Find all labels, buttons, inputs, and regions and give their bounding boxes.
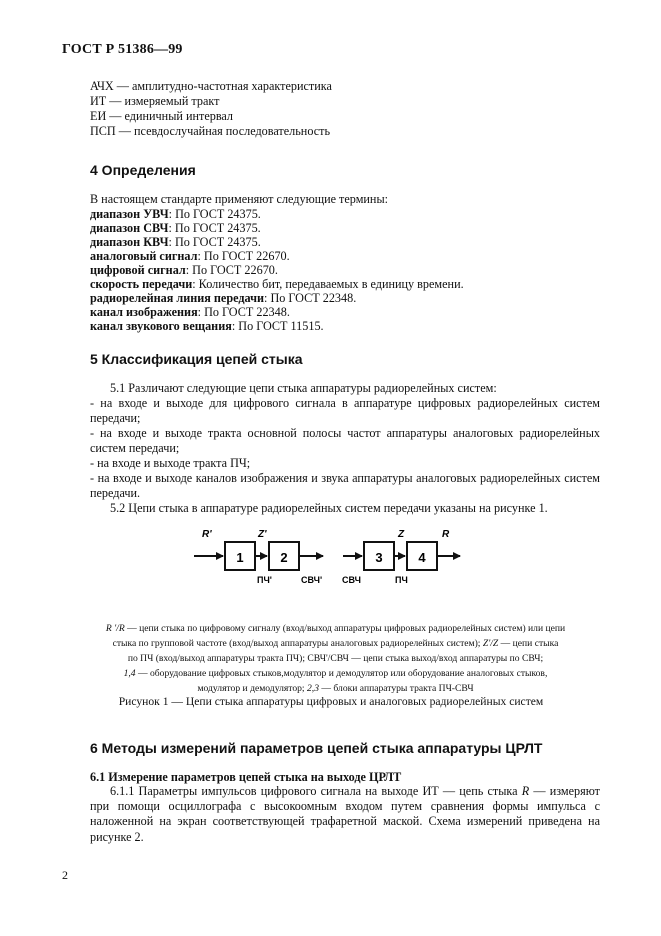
term: аналоговый сигнал: [90, 249, 198, 263]
page-number: 2: [62, 868, 68, 882]
term: диапазон УВЧ: [90, 207, 169, 221]
interface-diagram: [190, 520, 480, 590]
list-item-video-audio: - на входе и выходе каналов изображения и звука аппаратуры аналоговых радиорелейных систем передачи.: [90, 471, 600, 501]
abbreviation-line: ИТ — измеряемый тракт: [90, 94, 220, 108]
term-definition: : По ГОСТ 22348.: [264, 291, 357, 305]
term-definition: : По ГОСТ 22348.: [197, 305, 290, 319]
term: радиорелейная линия передачи: [90, 291, 265, 305]
term: диапазон СВЧ: [90, 221, 169, 235]
term-definition: : По ГОСТ 24375.: [168, 207, 261, 221]
term-definition: : Количество бит, передаваемых в единицу времени.: [192, 277, 464, 291]
definition-item: [90, 291, 356, 306]
paragraph-5-2: 5.2 Цепи стыка в аппаратуре радиорелейных систем передачи указаны на рисунке 1.: [110, 501, 548, 515]
abbreviation-line: ЕИ — единичный интервал: [90, 109, 234, 123]
block-2-label: 2: [280, 550, 288, 565]
definition-item: [90, 235, 261, 250]
label-svch-prime: СВЧ': [301, 575, 323, 585]
label-svch: СВЧ: [342, 575, 361, 585]
figure-legend-line: по ПЧ (вход/выход аппаратуры тракта ПЧ); СВЧ'/СВЧ — цепи стыка выход/вход аппаратуры по СВЧ;: [127, 653, 544, 664]
section-5-title: 5 Классификация цепей стыка: [90, 351, 303, 367]
figure-caption: Рисунок 1 — Цепи стыка аппаратуры цифровых и аналоговых радиорелейных систем: [118, 695, 544, 708]
document-header: ГОСТ Р 51386—99: [62, 42, 183, 57]
label-r-prime: R': [202, 529, 212, 540]
definition-item: [90, 305, 290, 320]
abbreviation-line: ПСП — псевдослучайная последовательность: [90, 124, 331, 138]
figure-legend-line: стыка по групповой частоте (вход/выход аппаратуры аналоговых радиорелейных систем); Z'/Z — цепи стыка: [112, 638, 559, 649]
subsection-6-1-title: 6.1 Измерение параметров цепей стыка на выходе ЦРЛТ: [90, 770, 402, 784]
figure-legend-line: модулятор и демодулятор; 2,3 — блоки аппаратуры тракта ПЧ-СВЧ: [197, 683, 474, 694]
label-pch-prime: ПЧ': [257, 575, 272, 585]
term-definition: : По ГОСТ 22670.: [185, 263, 278, 277]
term: диапазон КВЧ: [90, 235, 169, 249]
section-4-title: 4 Определения: [90, 162, 196, 178]
term: канал звукового вещания: [90, 319, 232, 333]
legend-symbol: Z'/Z: [482, 638, 499, 649]
term: канал изображения: [90, 305, 198, 319]
definition-item: [90, 277, 464, 292]
paragraph-6-1-1: 6.1.1 Параметры импульсов цифрового сигнала на выходе ИТ — цепь стыка R — измеряют при помощи осциллографа с высокоомным входом путем сравнения формы импульса с наложенной на экран соответствующей трафаретной маской. Схема измерений приведена на рисунке 2.: [90, 784, 600, 844]
block-1-label: 1: [236, 550, 244, 565]
symbol-r: R: [521, 784, 530, 798]
definition-item: [90, 249, 290, 264]
label-pch: ПЧ: [395, 575, 408, 585]
block-4-label: 4: [418, 550, 426, 565]
term-definition: : По ГОСТ 22670.: [197, 249, 290, 263]
term: цифровой сигнал: [90, 263, 186, 277]
label-z-prime: Z': [258, 529, 267, 540]
legend-symbol: 2,3: [307, 683, 319, 694]
section-6-title: 6 Методы измерений параметров цепей стыка аппаратуры ЦРЛТ: [90, 740, 543, 756]
definition-item: [90, 221, 261, 236]
figure-legend-line: R '/R — цепи стыка по цифровому сигналу (вход/выход аппаратуры цифровых радиорелейных систем) или цепи: [105, 623, 566, 634]
definition-item: [90, 207, 261, 222]
list-item-baseband: - на входе и выходе тракта основной полосы частот аппаратуры аналоговых радиорелейных систем передачи;: [90, 426, 600, 456]
label-z: Z: [398, 529, 405, 540]
definition-item: [90, 263, 278, 278]
term-definition: : По ГОСТ 24375.: [168, 235, 261, 249]
list-item-if: - на входе и выходе тракта ПЧ;: [90, 456, 251, 470]
legend-symbol: 1,4: [123, 668, 136, 679]
block-3-label: 3: [375, 550, 383, 565]
term-definition: : По ГОСТ 24375.: [168, 221, 261, 235]
legend-symbol: R '/R: [105, 623, 125, 634]
definitions-intro: В настоящем стандарте применяют следующие термины:: [90, 192, 389, 206]
definition-item: [90, 319, 324, 334]
list-item-digital: - на входе и выходе для цифрового сигнала в аппаратуре цифровых радиорелейных систем передачи;: [90, 396, 600, 426]
term-definition: : По ГОСТ 11515.: [231, 319, 324, 333]
term: скорость передачи: [90, 277, 193, 291]
label-r: R: [442, 529, 450, 540]
figure-legend-line: 1,4 — оборудование цифровых стыков,модулятор и демодулятор или оборудование аналоговых стыков,: [123, 668, 548, 679]
abbreviation-line: АЧХ — амплитудно-частотная характеристика: [90, 79, 332, 93]
paragraph-5-1: 5.1 Различают следующие цепи стыка аппаратуры радиорелейных систем:: [110, 381, 497, 395]
